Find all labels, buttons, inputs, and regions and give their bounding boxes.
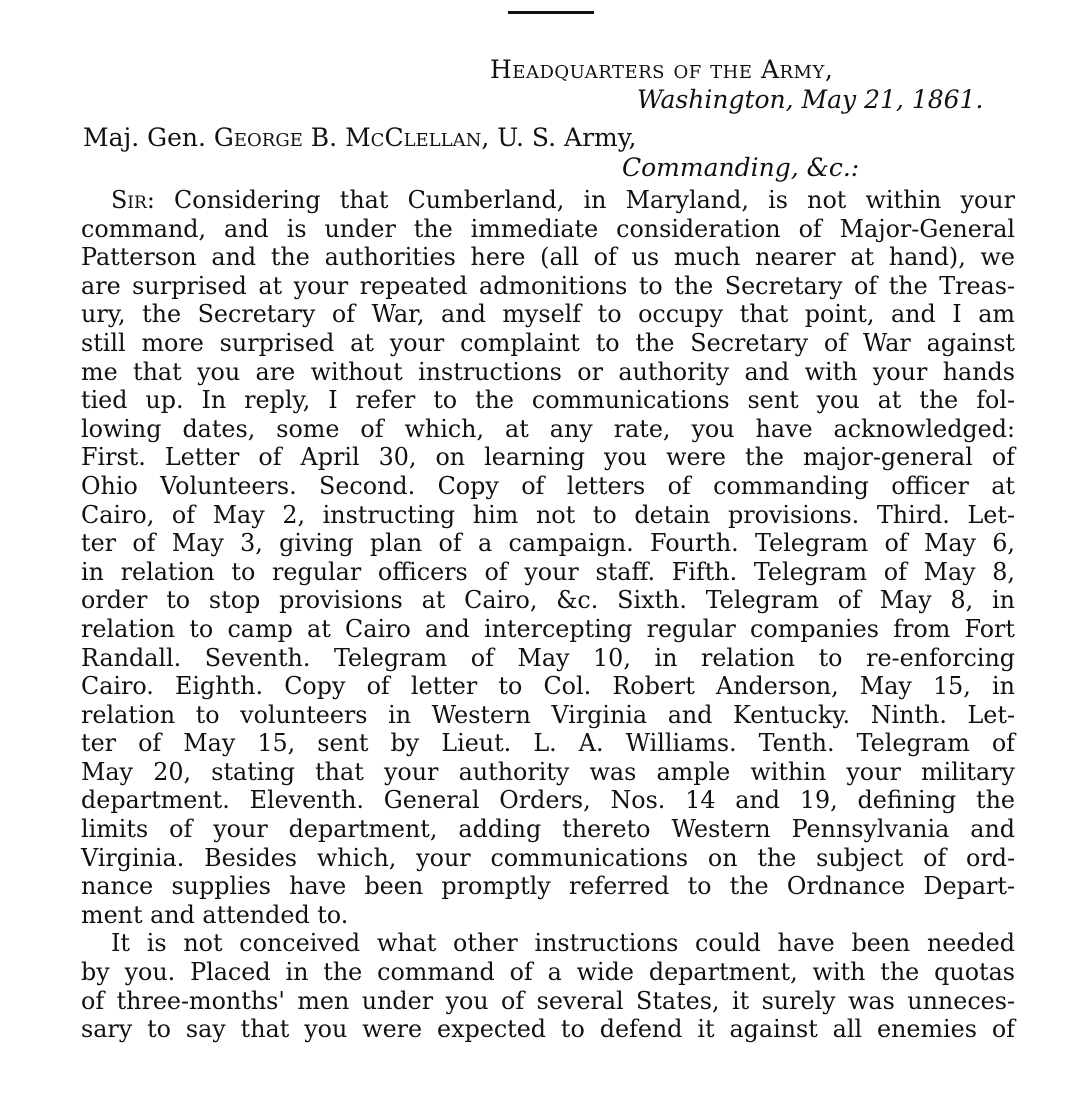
letter-line: Patterson and the authorities here (all of us much nearer at hand), we — [81, 243, 1015, 272]
letter-line: of three-months' men under you of several States, it surely was unneces- — [81, 986, 1015, 1015]
top-rule — [508, 11, 594, 14]
letter-body — [81, 186, 1015, 1044]
letter-line: order to stop provisions at Cairo, &c. Sixth. Telegram of May 8, in — [81, 586, 1015, 615]
letter-line: sary to say that you were expected to defend it against all enemies of — [81, 1015, 1015, 1044]
addressee-rank: Maj. Gen. — [83, 123, 206, 152]
letter-line: limits of your department, adding thereto Western Pennsylvania and — [81, 815, 1015, 844]
letter-line: command, and is under the immediate consideration of Major-General — [81, 214, 1015, 243]
letter-line: ury, the Secretary of War, and myself to occupy that point, and I am — [81, 300, 1015, 329]
letter-line: relation to camp at Cairo and intercepting regular companies from Fort — [81, 614, 1015, 643]
letter-line: lowing dates, some of which, at any rate, you have acknowledged: — [81, 414, 1015, 443]
letter-line: nance supplies have been promptly referred to the Ordnance Depart- — [81, 872, 1015, 901]
addressee-line — [83, 123, 636, 152]
letter-line: Randall. Seventh. Telegram of May 10, in relation to re-enforcing — [81, 643, 1015, 672]
letter-line: department. Eleventh. General Orders, Nos. 14 and 19, defining the — [81, 786, 1015, 815]
letter-line: Virginia. Besides which, your communications on the subject of ord- — [81, 843, 1015, 872]
place-date-line: Washington, May 21, 1861. — [637, 85, 984, 114]
letter-line: May 20, stating that your authority was ample within your military — [81, 757, 1015, 786]
letter-line: Ohio Volunteers. Second. Copy of letters of commanding officer at — [81, 471, 1015, 500]
headquarters-heading: Headquarters of the Army, — [490, 55, 834, 84]
letter-line: still more surprised at your complaint to the Secretary of War against — [81, 328, 1015, 357]
letter-line: It is not conceived what other instructions could have been needed — [111, 929, 1015, 958]
letter-line: relation to volunteers in Western Virginia and Kentucky. Ninth. Let- — [81, 700, 1015, 729]
salutation: Sir: — [111, 186, 155, 214]
addressee-name: George B. McClellan — [213, 123, 482, 152]
letter-line: are surprised at your repeated admonitions to the Secretary of the Treas- — [81, 271, 1015, 300]
letter-line: Cairo, of May 2, instructing him not to detain provisions. Third. Let- — [81, 500, 1015, 529]
letter-line: me that you are without instructions or authority and with your hands — [81, 357, 1015, 386]
addressee-title: Commanding, &c.: — [622, 153, 860, 182]
letter-line: in relation to regular officers of your staff. Fifth. Telegram of May 8, — [81, 557, 1015, 586]
letter-line: ment and attended to. — [81, 900, 349, 929]
letter-line: Cairo. Eighth. Copy of letter to Col. Robert Anderson, May 15, in — [81, 672, 1015, 701]
letter-line: Sir: Considering that Cumberland, in Maryland, is not within your — [111, 186, 1015, 214]
letter-line: by you. Placed in the command of a wide department, with the quotas — [81, 958, 1015, 987]
letter-line: tied up. In reply, I refer to the communications sent you at the fol- — [81, 386, 1015, 415]
letter-line: ter of May 3, giving plan of a campaign. Fourth. Telegram of May 6, — [81, 529, 1015, 558]
letter-line: ter of May 15, sent by Lieut. L. A. Williams. Tenth. Telegram of — [81, 729, 1015, 758]
addressee-suffix: , U. S. Army, — [481, 123, 637, 152]
letter-line: First. Letter of April 30, on learning you were the major-general of — [81, 443, 1015, 472]
